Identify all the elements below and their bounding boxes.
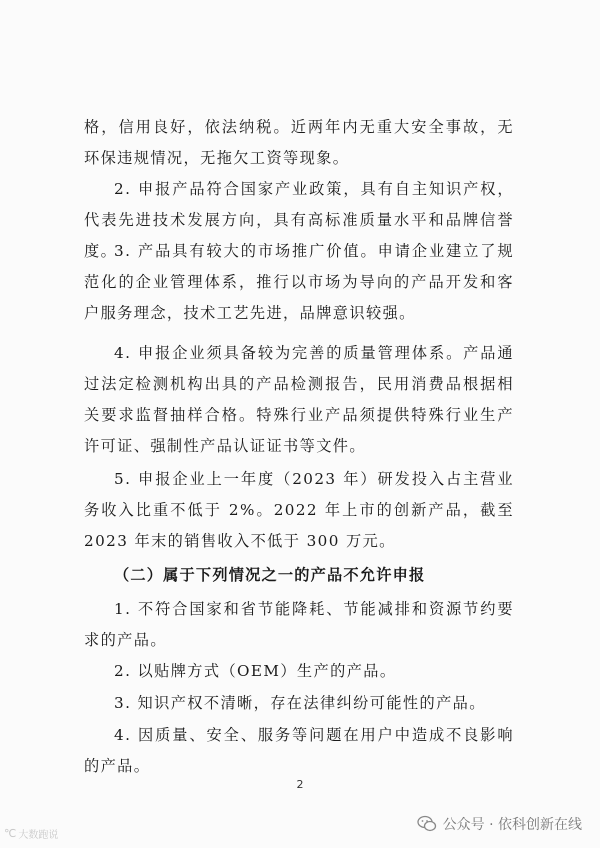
list-item-2: 2. 以贴牌方式（OEM）生产的产品。	[114, 662, 397, 680]
paragraph-item-5: 5. 申报企业上一年度（2023 年）研发投入占主营业务收入比重不低于 2%。2022 年上市的创新产品，截至 2023 年末的销售收入不低于 300 万元。	[84, 470, 521, 550]
page-number: 2	[296, 778, 304, 791]
watermark-right	[417, 814, 582, 834]
section-heading: （二）属于下列情况之一的产品不允许申报	[114, 566, 426, 584]
watermark-left	[4, 826, 58, 841]
wechat-icon	[417, 815, 437, 833]
watermark-left-text: 大数跑说	[18, 830, 59, 841]
paragraph-item-3: 3. 产品具有较大的市场推广价值。申请企业建立了规范化的企业管理体系，推行以市场为导向的产品开发和客户服务理念，技术工艺先进，品牌意识较强。	[84, 242, 514, 322]
paragraph-item-2: 2. 申报产品符合国家产业政策，具有自主知识产权，代表先进技术发展方向，具有高标准质量水平和品牌信誉度。	[84, 180, 514, 260]
list-item-1: 1. 不符合国家和省节能降耗、节能减排和资源节约要求的产品。	[84, 600, 514, 649]
paragraph-item-4: 4. 申报企业须具备较为完善的质量管理体系。产品通过法定检测机构出具的产品检测报告，民用消费品根据相关要求监督抽样合格。特殊行业产品须提供特殊行业生产许可证、强制性产品认证证书等文件。	[84, 344, 514, 455]
list-item-3: 3. 知识产权不清晰，存在法律纠纷可能性的产品。	[114, 694, 486, 712]
watermark-right-text: 公众号 · 依科创新在线	[442, 817, 582, 833]
paragraph-continued: 格，信用良好，依法纳税。近两年内无重大安全事故，无环保违规情况，无拖欠工资等现象。	[84, 118, 514, 167]
list-item-4: 4. 因质量、安全、服务等问题在用户中造成不良影响的产品。	[84, 726, 514, 775]
watermark-logo-icon: ℃	[4, 827, 17, 840]
